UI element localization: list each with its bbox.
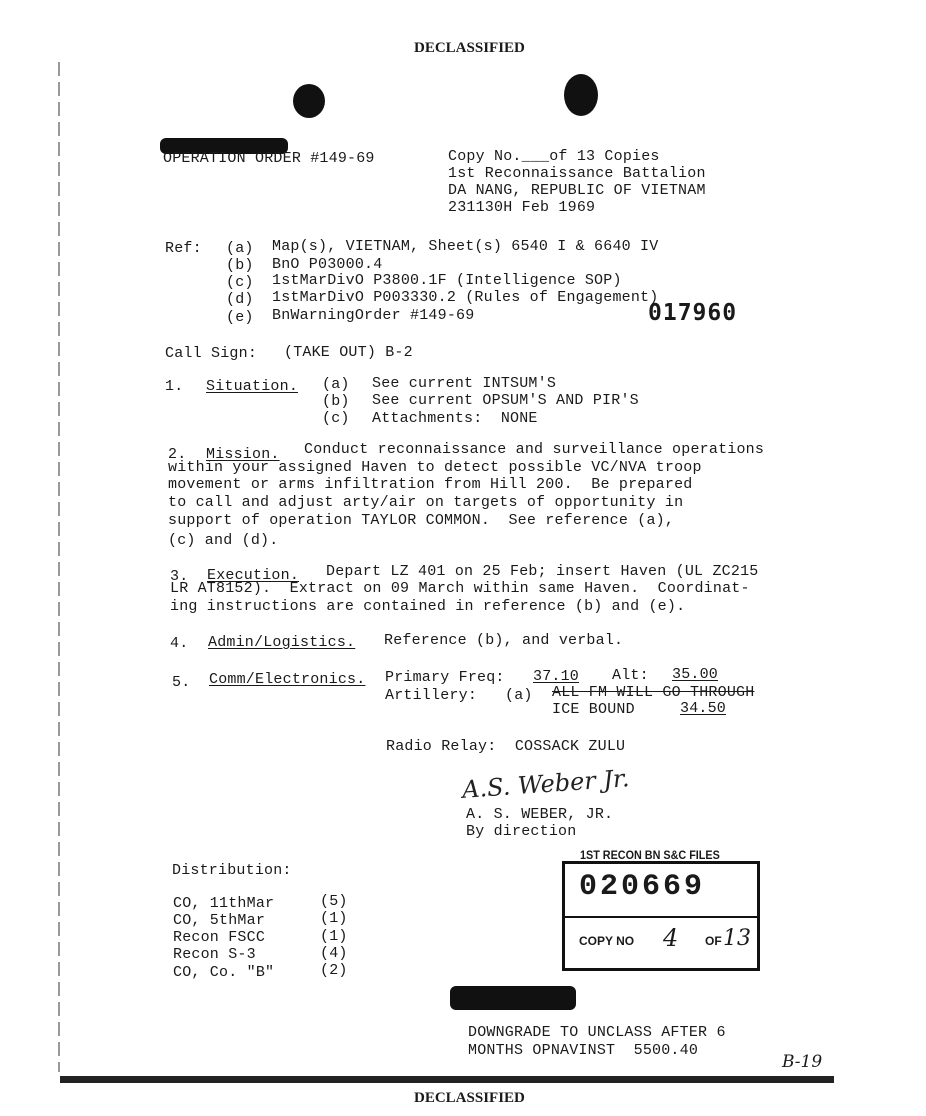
situation-text: Attachments: NONE — [372, 410, 538, 427]
signer-authority: By direction — [466, 823, 577, 840]
primary-freq-label: Primary Freq: — [385, 669, 505, 686]
call-sign-label: Call Sign: — [165, 345, 258, 362]
declassified-bottom-marking: DECLASSIFIED — [414, 1090, 525, 1106]
ref-text: 1stMarDivO P3800.1F (Intelligence SOP) — [272, 272, 622, 289]
stamp-of-number: 13 — [723, 926, 751, 951]
distribution-recipient: CO, 5thMar — [173, 912, 266, 929]
primary-freq-value: 37.10 — [533, 668, 580, 685]
ref-key: (a) — [226, 240, 254, 257]
stamp-copy-number: 4 — [663, 924, 679, 952]
document-control-number: 017960 — [648, 300, 738, 326]
distribution-count: (5) — [320, 893, 348, 910]
situation-text: See current OPSUM'S AND PIR'S — [372, 392, 639, 409]
execution-title: Execution. — [207, 567, 300, 584]
stamp-number: 020669 — [579, 870, 706, 904]
classification-redaction-bottom — [450, 986, 576, 1010]
admin-number: 4. — [170, 635, 189, 652]
radio-relay: Radio Relay: COSSACK ZULU — [386, 738, 626, 755]
ref-text: BnO P03000.4 — [272, 256, 383, 273]
execution-line: LR AT8152). Extract on 09 March within same Haven. Coordinat- — [170, 580, 750, 597]
distribution-recipient: CO, Co. "B" — [173, 964, 275, 981]
signer-name: A. S. WEBER, JR. — [466, 806, 614, 823]
artillery-text: ALL FM WILL GO THROUGH — [552, 684, 755, 701]
declassified-top-marking: DECLASSIFIED — [414, 40, 525, 56]
alt-freq-value: 35.00 — [672, 666, 719, 683]
artillery-label: Artillery: — [385, 687, 478, 704]
distribution-count: (2) — [320, 962, 348, 979]
stamp-copy-label: COPY NO — [579, 934, 635, 948]
mission-number: 2. — [168, 446, 187, 463]
distribution-count: (4) — [320, 945, 348, 962]
mission-line: movement or arms infiltration from Hill 200. Be prepared — [168, 476, 693, 493]
stamp-of-label: OF — [705, 934, 722, 948]
distribution-label: Distribution: — [172, 862, 292, 879]
execution-line: ing instructions are contained in reference (b) and (e). — [170, 598, 686, 615]
ref-key: (b) — [226, 257, 254, 274]
page-reference: B-19 — [782, 1052, 823, 1072]
downgrade-line-1: DOWNGRADE TO UNCLASS AFTER 6 — [468, 1024, 726, 1041]
ref-label: Ref: — [165, 240, 202, 257]
file-stamp — [562, 861, 760, 971]
ice-bound-value: 34.50 — [680, 700, 727, 717]
call-sign-value: (TAKE OUT) B-2 — [284, 344, 413, 361]
situation-number: 1. — [165, 378, 184, 395]
situation-key: (c) — [322, 410, 350, 427]
issuing-location: DA NANG, REPUBLIC OF VIETNAM — [448, 182, 706, 199]
mission-line: Conduct reconnaissance and surveillance operations — [304, 441, 765, 458]
stamp-header: 1ST RECON BN S&C FILES — [580, 848, 720, 862]
ref-key: (e) — [226, 309, 254, 326]
downgrade-line-2: MONTHS OPNAVINST 5500.40 — [468, 1042, 699, 1059]
ref-text: BnWarningOrder #149-69 — [272, 307, 475, 324]
punch-hole-right — [564, 74, 598, 116]
punch-hole-left — [293, 84, 325, 118]
stamp-divider — [565, 916, 757, 918]
bottom-rule — [60, 1076, 834, 1083]
distribution-recipient: Recon S-3 — [173, 946, 256, 963]
admin-title: Admin/Logistics. — [208, 634, 356, 651]
order-number: OPERATION ORDER #149-69 — [163, 150, 375, 167]
issuing-unit: 1st Reconnaissance Battalion — [448, 165, 706, 182]
ref-key: (d) — [226, 291, 254, 308]
mission-line: support of operation TAYLOR COMMON. See reference (a), — [168, 512, 675, 529]
mission-title: Mission. — [206, 446, 280, 463]
distribution-recipient: CO, 11thMar — [173, 895, 275, 912]
distribution-count: (1) — [320, 928, 348, 945]
distribution-recipient: Recon FSCC — [173, 929, 266, 946]
mission-line: to call and adjust arty/air on targets of opportunity in — [168, 494, 684, 511]
mission-line: (c) and (d). — [168, 532, 279, 549]
distribution-count: (1) — [320, 910, 348, 927]
situation-key: (b) — [322, 393, 350, 410]
copy-line: Copy No.___of 13 Copies — [448, 148, 660, 165]
page-edge-artifact — [58, 62, 60, 1072]
situation-text: See current INTSUM'S — [372, 375, 557, 392]
ref-key: (c) — [226, 274, 254, 291]
ref-text: 1stMarDivO P003330.2 (Rules of Engagement) — [272, 289, 659, 306]
comm-number: 5. — [172, 674, 191, 691]
situation-key: (a) — [322, 376, 350, 393]
mission-line: within your assigned Haven to detect possible VC/NVA troop — [168, 459, 702, 476]
situation-title: Situation. — [206, 378, 299, 395]
alt-freq-label: Alt: — [612, 667, 649, 684]
handwritten-signature: A.S. Weber Jr. — [461, 764, 631, 804]
admin-text: Reference (b), and verbal. — [384, 632, 624, 649]
execution-line: Depart LZ 401 on 25 Feb; insert Haven (UL ZC215 — [326, 563, 759, 580]
artillery-key: (a) — [505, 687, 533, 704]
comm-title: Comm/Electronics. — [209, 671, 366, 688]
date-time-group: 231130H Feb 1969 — [448, 199, 596, 216]
ref-text: Map(s), VIETNAM, Sheet(s) 6540 I & 6640 IV — [272, 238, 659, 255]
ice-bound-label: ICE BOUND — [552, 701, 635, 718]
execution-number: 3. — [170, 568, 189, 585]
